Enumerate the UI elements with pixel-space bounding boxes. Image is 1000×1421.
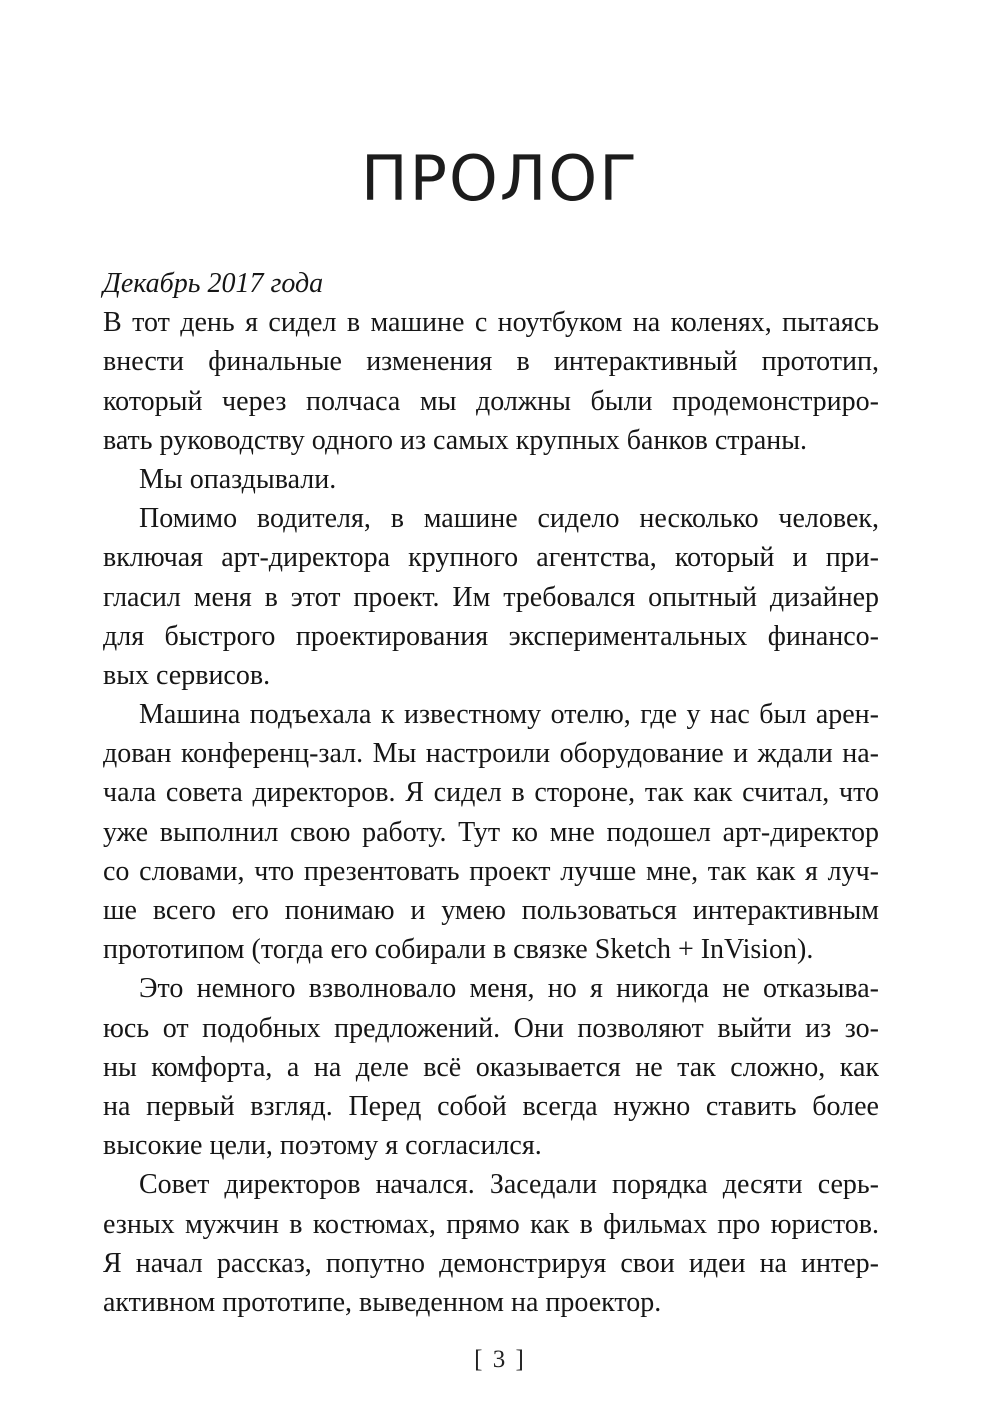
- paragraph-3: [103, 499, 879, 695]
- paragraph-1: [103, 303, 879, 460]
- text-line: Мы опаздывали.: [139, 463, 337, 495]
- text-line: чала совета директоров. Я сидел в стороне, так как считал, что: [103, 777, 879, 809]
- text-line: юсь от подобных предложений. Они позволяют выйти из зо-: [103, 1012, 879, 1044]
- text-line: внести финальные изменения в интерактивный прототип,: [103, 346, 879, 378]
- text-line: гласил меня в этот проект. Им требовался опытный дизайнер: [103, 581, 879, 613]
- text-line: на первый взгляд. Перед собой всегда нужно ставить более: [103, 1090, 879, 1122]
- text-line: активном прототипе, выведенном на проектор.: [103, 1286, 662, 1318]
- text-line: вых сервисов.: [103, 659, 271, 691]
- text-line: прототипом (тогда его собирали в связке Sketch + InVision).: [103, 934, 814, 966]
- body-text: [103, 264, 879, 1322]
- text-line: Помимо водителя, в машине сидело несколько человек,: [139, 503, 879, 535]
- text-line: Совет директоров начался. Заседали порядка десяти серь-: [139, 1169, 879, 1201]
- text-line: Я начал рассказ, попутно демонстрируя свои идеи на интер-: [103, 1247, 879, 1279]
- paragraph-6: [103, 1165, 879, 1322]
- paragraph-5: [103, 969, 879, 1165]
- text-line: который через полчаса мы должны были продемонстриро-: [103, 385, 879, 417]
- text-line: Машина подъехала к известному отелю, где у нас был арен-: [139, 699, 879, 731]
- paragraph-2: [103, 460, 879, 499]
- page-number: [ 3 ]: [474, 1346, 526, 1373]
- text-line: включая арт-директора крупного агентства, который и при-: [103, 542, 879, 574]
- text-line: езных мужчин в костюмах, прямо как в фильмах про юристов.: [103, 1208, 879, 1240]
- paragraph-4: [103, 695, 879, 969]
- text-line: ше всего его понимаю и умею пользоваться интерактивным: [103, 895, 879, 926]
- text-line: вать руководству одного из самых крупных банков страны.: [103, 424, 808, 456]
- text-line: В тот день я сидел в машине с ноутбуком на коленях, пытаясь: [103, 307, 879, 339]
- text-line: для быстрого проектирования экспериментальных финансо-: [103, 620, 879, 652]
- text-line: уже выполнил свою работу. Тут ко мне подошел арт-директор: [103, 816, 879, 848]
- text-line: Это немного взволновало меня, но я никогда не отказыва-: [139, 973, 879, 1005]
- text-line: со словами, что презентовать проект лучше мне, так как я луч-: [103, 855, 879, 887]
- date-line: Декабрь 2017 года: [103, 268, 324, 299]
- text-line: дован конференц-зал. Мы настроили оборудование и ждали на-: [103, 738, 879, 770]
- chapter-title: ПРОЛОГ: [360, 142, 640, 215]
- text-line: высокие цели, поэтому я согласился.: [103, 1130, 542, 1162]
- text-line: ны комфорта, а на деле всё оказывается не так сложно, как: [103, 1051, 879, 1083]
